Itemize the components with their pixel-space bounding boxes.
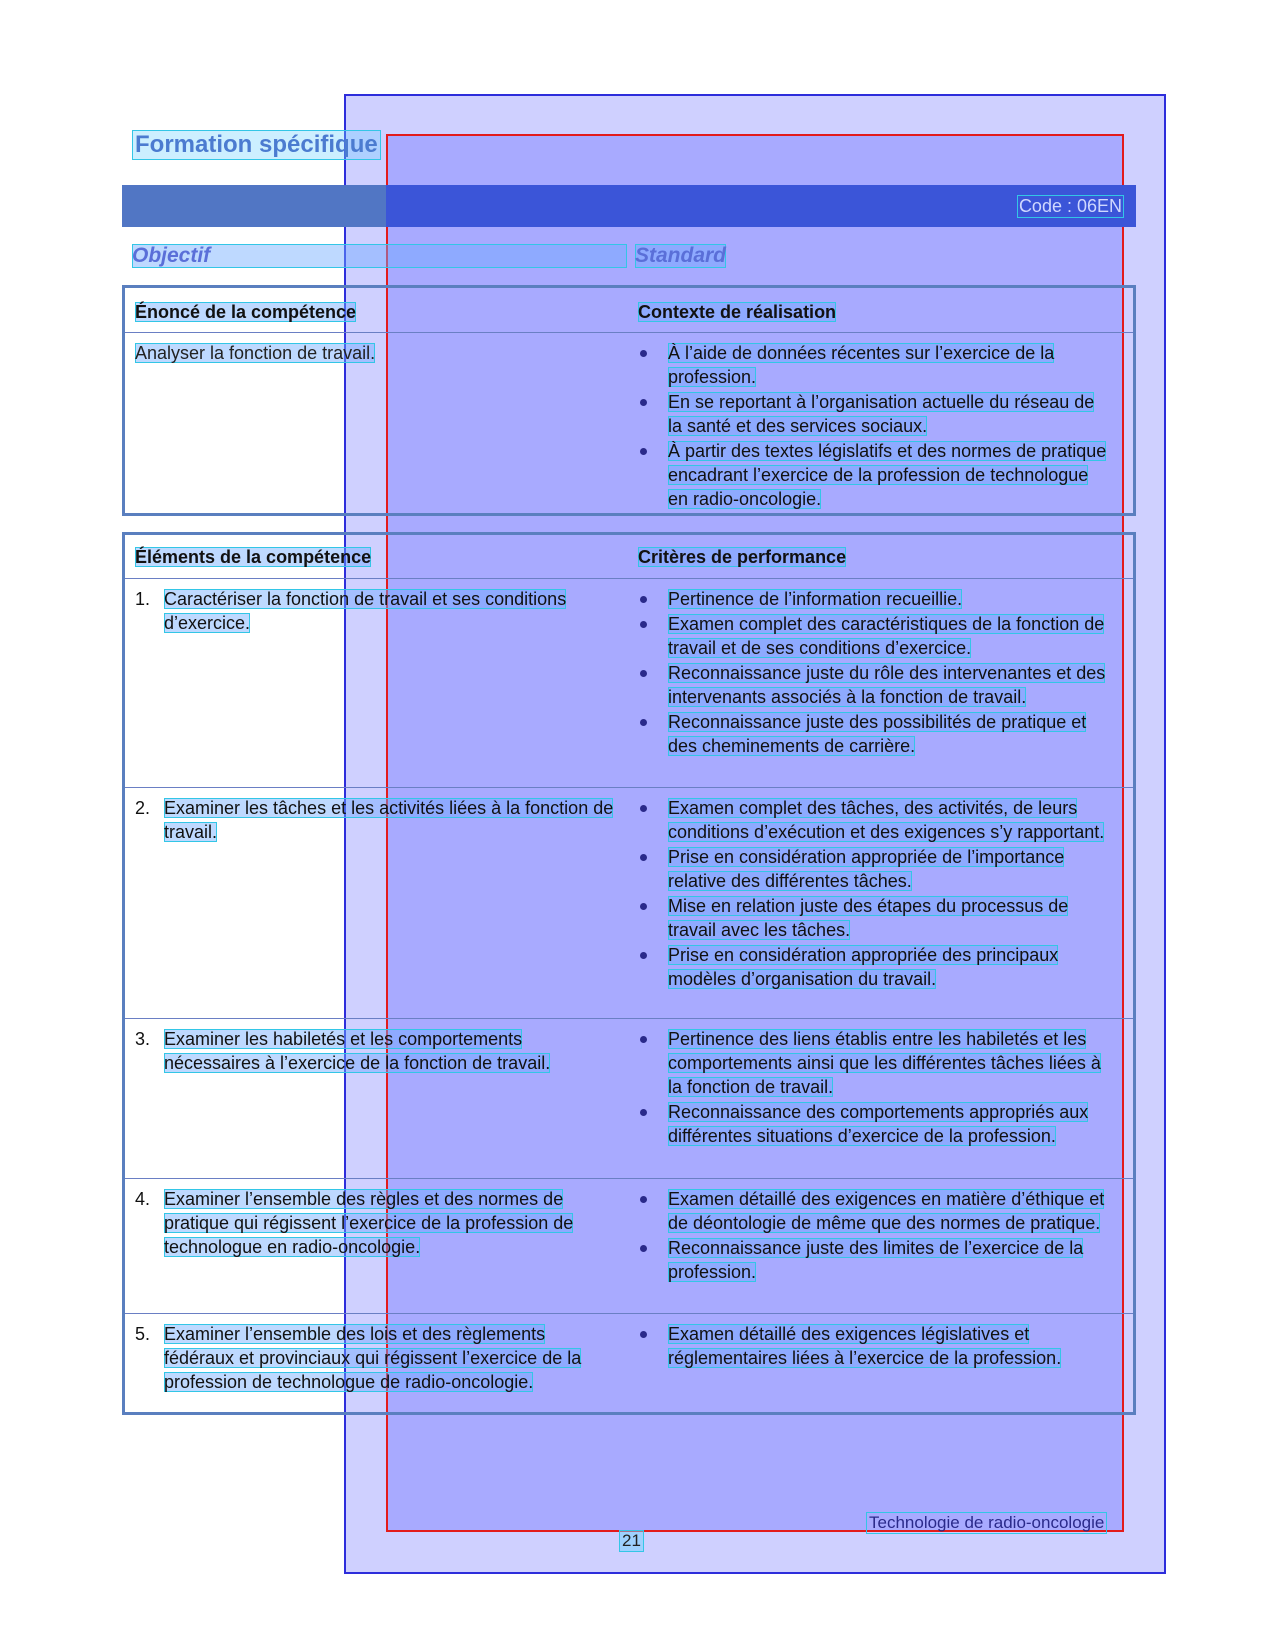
criteria-list	[638, 1322, 1108, 1371]
criteria-list	[638, 1027, 1108, 1149]
table-row	[125, 1178, 1133, 1313]
objective-heading: Objectif	[132, 244, 627, 268]
footer-text: Technologie de radio-oncologie	[866, 1512, 1107, 1534]
list-item: À l’aide de données récentes sur l’exercice de la profession.	[638, 341, 1108, 389]
list-item: Reconnaissance juste du rôle des intervenantes et des intervenants associés à la fonction de travail.	[638, 661, 1108, 709]
list-item: Reconnaissance des comportements appropriés aux différentes situations d’exercice de la profession.	[638, 1100, 1108, 1148]
list-item: Examen détaillé des exigences législatives et réglementaires liées à l’exercice de la profession.	[638, 1322, 1108, 1370]
table-row	[125, 1313, 1133, 1418]
element-item: 5. Examiner l’ensemble des lois et des règlements fédéraux et provinciaux qui régissent l’exercice de la profession de technologue de radio-oncologie.	[135, 1324, 582, 1392]
course-code: Code : 06EN	[1018, 196, 1122, 216]
table-row	[125, 578, 1133, 787]
list-item: Pertinence de l’information recueillie.	[638, 587, 1108, 611]
list-item: En se reportant à l’organisation actuelle du réseau de la santé et des services sociaux.	[638, 390, 1108, 438]
list-item: Prise en considération appropriée des principaux modèles d’organisation du travail.	[638, 943, 1108, 991]
competence-table-body	[125, 332, 1133, 513]
list-item: À partir des textes législatifs et des normes de pratique encadrant l’exercice de la profession de technologue en radio-oncologie.	[638, 439, 1108, 511]
table-row	[125, 1018, 1133, 1178]
criteria-list	[638, 1187, 1108, 1285]
contexte-list	[638, 341, 1108, 512]
criteria-list	[638, 796, 1108, 992]
list-item: Mise en relation juste des étapes du processus de travail avec les tâches.	[638, 894, 1108, 942]
standard-heading: Standard	[635, 244, 727, 267]
enonce-header: Énoncé de la compétence	[135, 302, 357, 322]
criteria-list	[638, 587, 1108, 759]
element-item: 3. Examiner les habiletés et les comportements nécessaires à l’exercice de la fonction de travail.	[135, 1029, 551, 1073]
list-item: Examen détaillé des exigences en matière d’éthique et de déontologie de même que des normes de pratique.	[638, 1187, 1108, 1235]
element-item: 2. Examiner les tâches et les activités liées à la fonction de travail.	[135, 798, 614, 842]
list-item: Reconnaissance juste des limites de l’exercice de la profession.	[638, 1236, 1108, 1284]
page-title: Formation spécifique	[132, 130, 381, 160]
table-row	[125, 787, 1133, 1018]
list-item: Prise en considération appropriée de l’importance relative des différentes tâches.	[638, 845, 1108, 893]
enonce-text: Analyser la fonction de travail.	[135, 343, 376, 363]
list-item: Examen complet des tâches, des activités, de leurs conditions d’exécution et des exigences s’y rapportant.	[638, 796, 1108, 844]
list-item: Examen complet des caractéristiques de la fonction de travail et de ses conditions d’exercice.	[638, 612, 1108, 660]
elements-table-header	[125, 535, 1133, 578]
element-item: 1. Caractériser la fonction de travail et ses conditions d’exercice.	[135, 589, 567, 633]
element-item: 4. Examiner l’ensemble des règles et des normes de pratique qui régissent l’exercice de la profession de technologue en radio-oncologie.	[135, 1189, 574, 1257]
code-bar-fill	[122, 185, 1136, 227]
contexte-header: Contexte de réalisation	[638, 302, 837, 322]
list-item: Pertinence des liens établis entre les habiletés et les comportements ainsi que les différentes tâches liées à la fonction de travail.	[638, 1027, 1108, 1099]
page-number: 21	[619, 1530, 644, 1552]
criteres-header: Critères de performance	[638, 547, 847, 567]
code-bar	[122, 185, 1136, 227]
elements-table	[122, 532, 1136, 1415]
competence-table-header	[125, 288, 1133, 332]
elements-header: Éléments de la compétence	[135, 547, 372, 567]
competence-table	[122, 285, 1136, 516]
list-item: Reconnaissance juste des possibilités de pratique et des cheminements de carrière.	[638, 710, 1108, 758]
